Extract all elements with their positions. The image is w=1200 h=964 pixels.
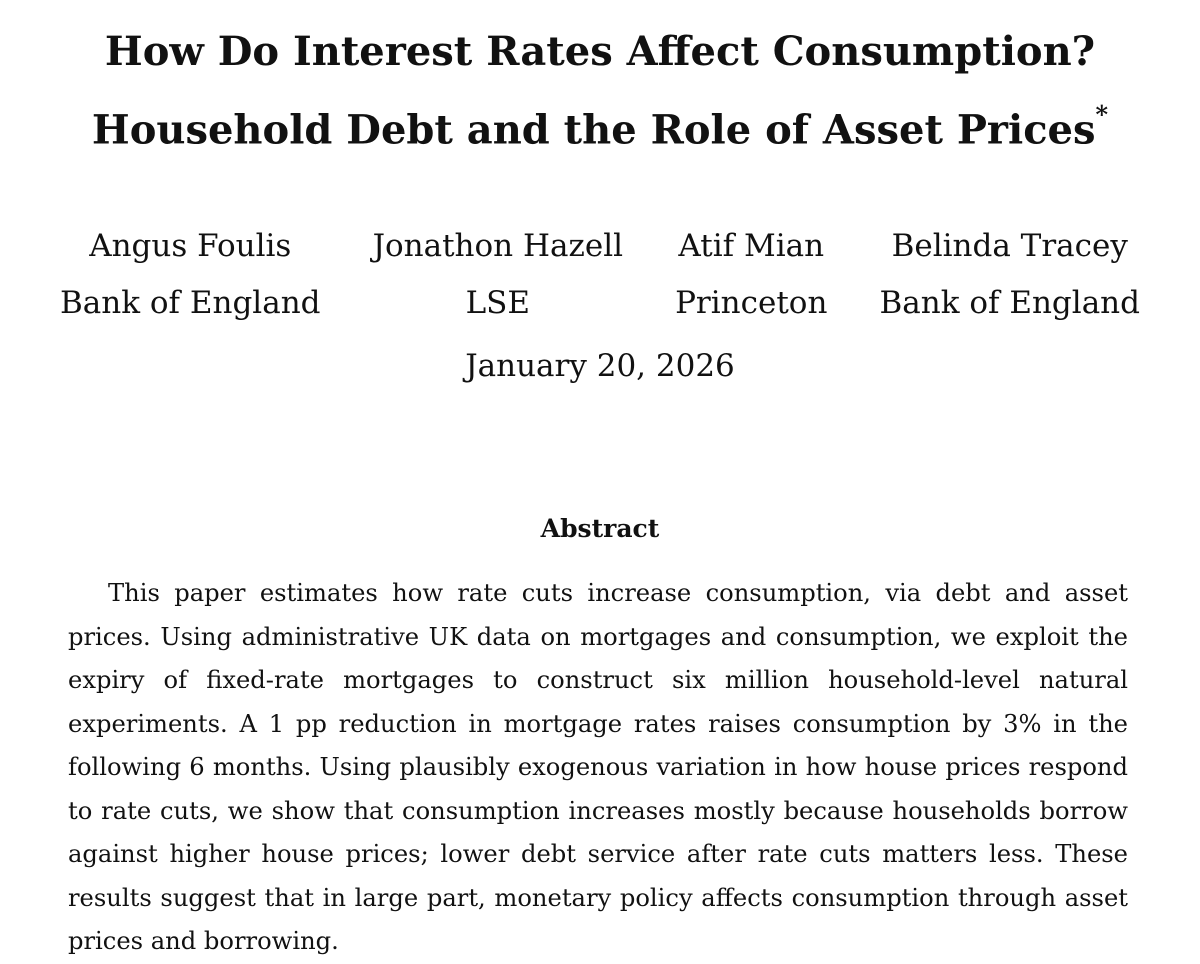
title-line-2-text: Household Debt and the Role of Asset Prices — [91, 106, 1096, 154]
title-line-1-text: How Do Interest Rates Affect Consumption? — [104, 28, 1096, 75]
abstract-text: This paper estimates how rate cuts increase consumption, via debt and asset prices. Using administrative UK data on mortgages and consumption, we exploit the expiry of fixed-rate mortgages to construct six million household-level natural experiments. A 1 pp reduction in mortgage rates raises consumption by 3% in the following 6 months. Using plausibly exogenous variation in how house prices respond to rate cuts, we show that consumption increases mostly because households borrow against higher house prices; lower debt service after rate cuts matters less. These results suggest that in large part, monetary policy affects consumption through asset prices and borrowing. — [68, 579, 1128, 955]
author-affiliation: Bank of England — [60, 285, 321, 321]
author-block — [675, 218, 827, 332]
author-list — [60, 218, 1140, 332]
paper-title-line-1 — [0, 28, 1200, 75]
author-name: Belinda Tracey — [891, 228, 1128, 264]
paper-title-line-2 — [0, 100, 1200, 154]
author-affiliation: Bank of England — [879, 285, 1140, 321]
author-block — [879, 218, 1140, 332]
author-name: Atif Mian — [678, 228, 825, 264]
author-name: Angus Foulis — [89, 228, 292, 264]
author-name: Jonathon Hazell — [372, 228, 624, 264]
title-footnote-mark: * — [1095, 100, 1109, 129]
author-block — [60, 218, 321, 332]
abstract-heading: Abstract — [540, 514, 660, 543]
publication-date: January 20, 2026 — [465, 348, 735, 384]
author-affiliation: LSE — [465, 285, 531, 321]
author-affiliation: Princeton — [675, 285, 828, 321]
author-block — [373, 218, 623, 332]
